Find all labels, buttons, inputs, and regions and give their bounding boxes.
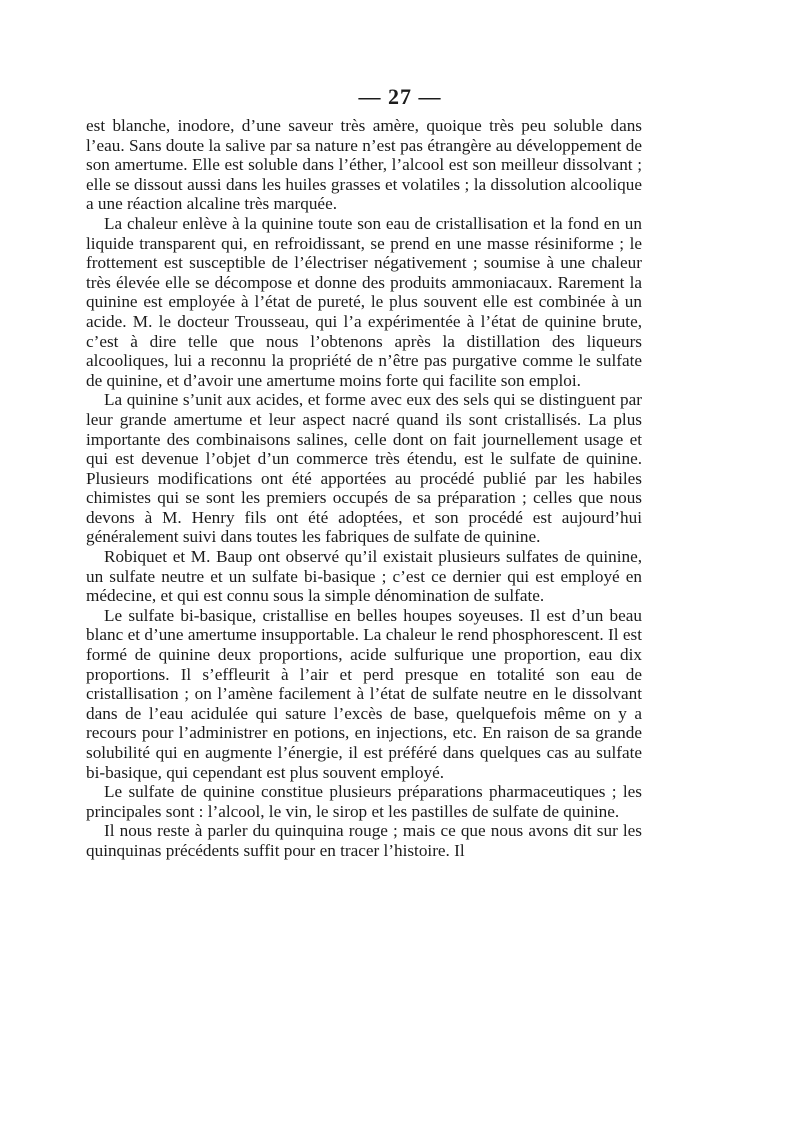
paragraph: La chaleur enlève à la quinine toute son eau de cristallisation et la fond en un liquide transparent qui, en refroidissant, se prend en une masse résiniforme ; le frottement est susceptible de l’électriser négativement ; soumise à une chaleur très élevée elle se décompose et donne des produits ammoniacaux. Rarement la quinine est employée à l’état de pureté, le plus souvent elle est combinée à un acide. M. le docteur Trousseau, qui l’a expérimentée à l’état de quinine brute, c’est à dire telle que nous l’obtenons après la distillation des liqueurs alcooliques, lui a reconnu la propriété de n’être pas purgative comme le sulfate de quinine, et d’avoir une amertume moins forte qui facilite son emploi.	[86, 213, 642, 390]
body-text	[86, 116, 642, 861]
paragraph: Il nous reste à parler du quinquina rouge ; mais ce que nous avons dit sur les quinquinas précédents suffit pour en tracer l’histoire. Il	[86, 821, 642, 860]
paragraph: Le sulfate de quinine constitue plusieurs préparations pharmaceutiques ; les principales sont : l’alcool, le vin, le sirop et les pastilles de sulfate de quinine.	[86, 782, 642, 821]
page-number: — 27 —	[358, 84, 442, 109]
paragraph-continuation: est blanche, inodore, d’une saveur très amère, quoique très peu soluble dans l’eau. Sans doute la salive par sa nature n’est pas étrangère au développement de son amertume. Elle est soluble dans l’éther, l’alcool est son meilleur dissolvant ; elle se dissout aussi dans les huiles grasses et volatiles ; la dissolution alcoolique a une réaction alcaline très marquée.	[86, 116, 642, 214]
paragraph: La quinine s’unit aux acides, et forme avec eux des sels qui se distinguent par leur grande amertume et leur aspect nacré quand ils sont cristallisés. La plus importante des combinaisons salines, celle dont on fait journellement usage et qui est devenue l’objet d’un commerce très étendu, est le sulfate de quinine. Plusieurs modifications ont été apportées au procédé publié par les habiles chimistes qui se sont les premiers occupés de sa préparation ; celles que nous devons à M. Henry fils ont été adoptées, et son procédé est aujourd’hui généralement suivi dans toutes les fabriques de sulfate de quinine.	[86, 390, 642, 547]
paragraph: Robiquet et M. Baup ont observé qu’il existait plusieurs sulfates de quinine, un sulfate neutre et un sulfate bi-basique ; c’est ce dernier qui est employé en médecine, et qui est connu sous la simple dénomination de sulfate.	[86, 547, 642, 606]
paragraph: Le sulfate bi-basique, cristallise en belles houpes soyeuses. Il est d’un beau blanc et d’une amertume insupportable. La chaleur le rend phosphorescent. Il est formé de quinine deux proportions, acide sulfurique une proportion, eau dix proportions. Il s’effleurit à l’air et perd presque en totalité son eau de cristallisation ; on l’amène facilement à l’état de sulfate neutre en le dissolvant dans de l’eau acidulée qui sature l’excès de base, quelquefois même on y a recours pour l’administrer en potions, en injections, etc. En raison de sa grande solubilité qui en augmente l’énergie, il est préféré dans quelques cas au sulfate bi-basique, qui cependant est plus souvent employé.	[86, 605, 642, 782]
